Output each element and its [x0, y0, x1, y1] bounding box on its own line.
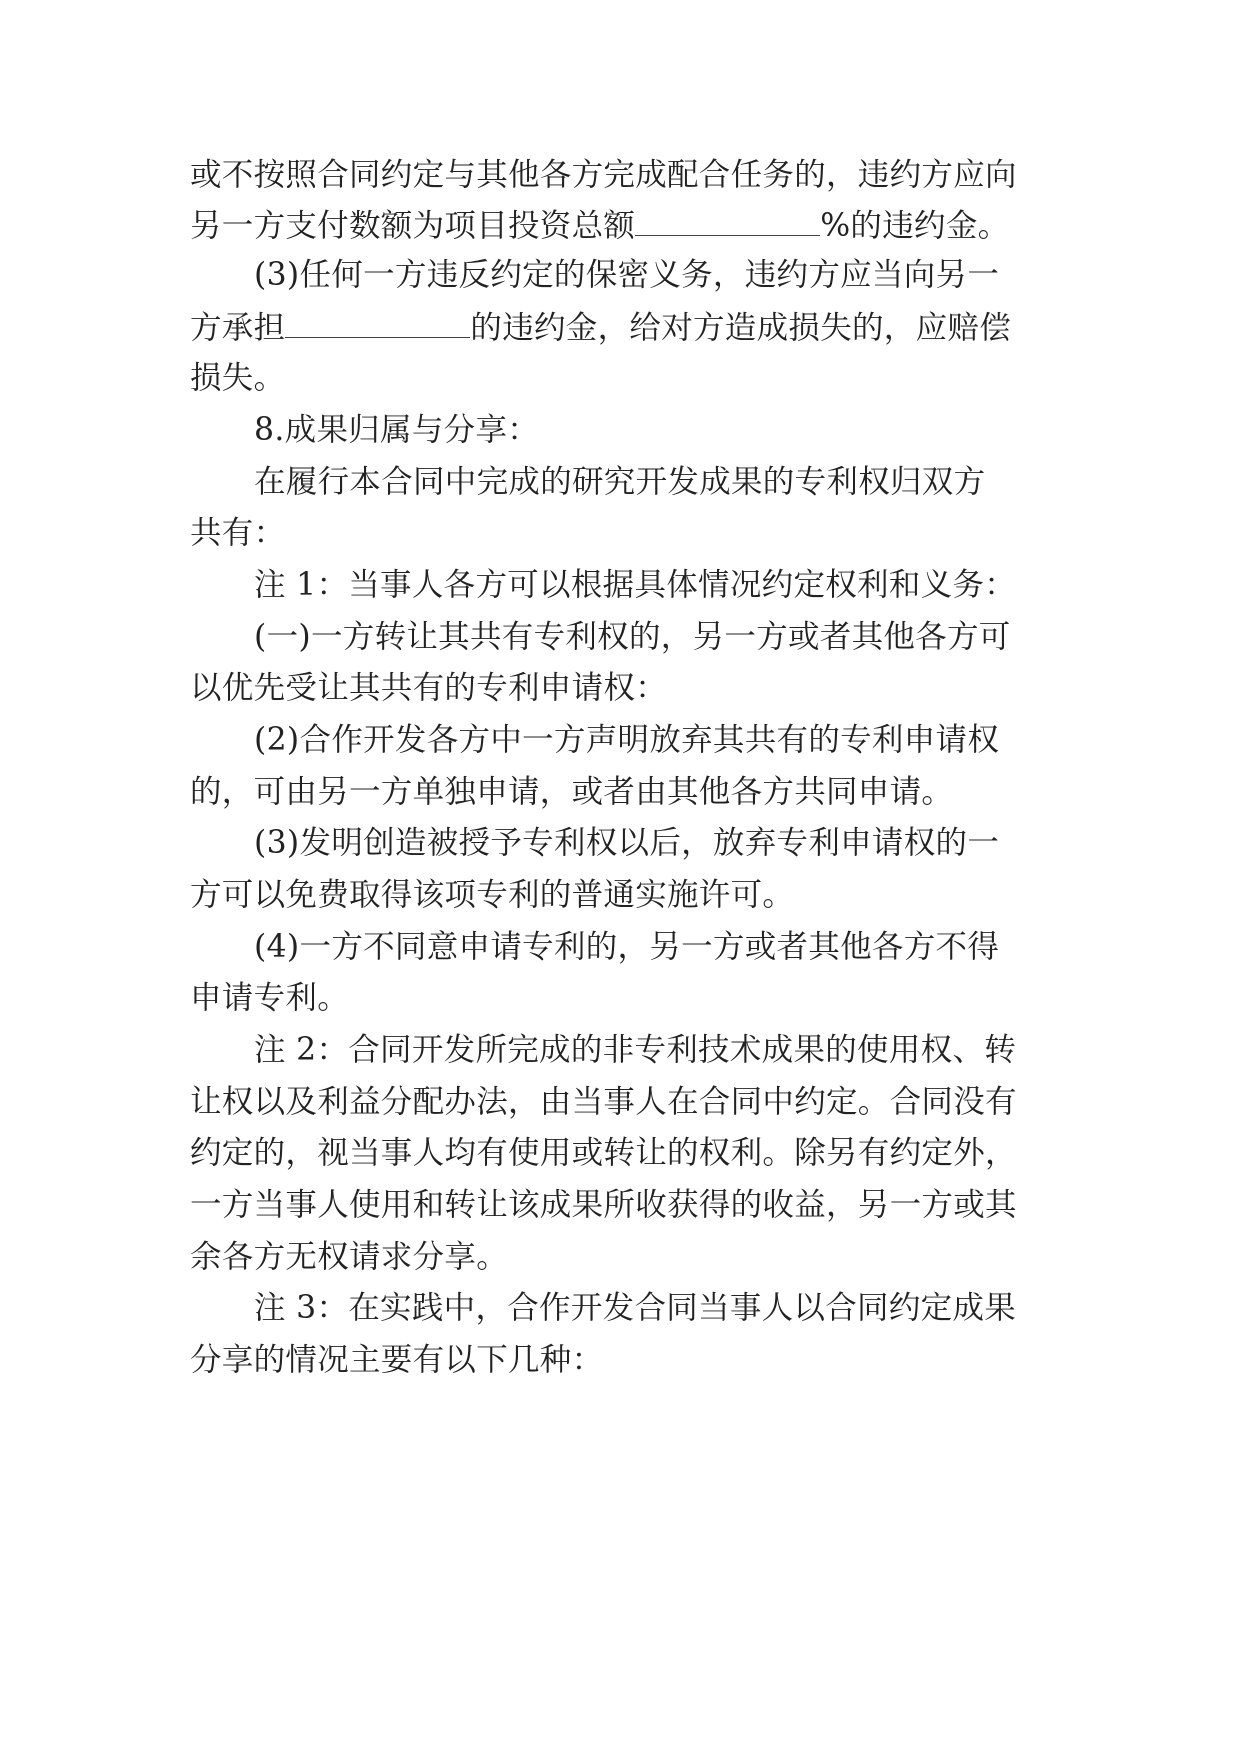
paragraph-line: (4)一方不同意申请专利的，另一方或者其他各方不得 [254, 929, 1000, 965]
paragraph-line: (一)一方转让其共有专利权的，另一方或者其他各方可 [254, 619, 1011, 655]
paragraph-line: 的，可由另一方单独申请，或者由其他各方共同申请。 [190, 774, 954, 810]
paragraph-line: 余各方无权请求分享。 [190, 1239, 509, 1275]
paragraph-line: 以优先受让其共有的专利申请权： [190, 670, 668, 706]
paragraph-line: (2)合作开发各方中一方声明放弃其共有的专利申请权 [254, 722, 1000, 758]
paragraph-line: 方可以免费取得该项专利的普通实施许可。 [190, 877, 795, 913]
note-line: 注 2：合同开发所完成的非专利技术成果的使用权、转 [254, 1032, 1017, 1068]
paragraph-line: (3)任何一方违反约定的保密义务，违约方应当向另一 [254, 257, 1000, 293]
fill-in-blank[interactable] [285, 307, 470, 338]
text-segment: 方承担 [190, 310, 286, 346]
paragraph-line [190, 205, 1009, 245]
paragraph-line: 共有： [190, 515, 286, 551]
paragraph-line: 分享的情况主要有以下几种： [190, 1342, 604, 1378]
paragraph-line: 损失。 [190, 360, 286, 396]
paragraph-line: (3)发明创造被授予专利权以后，放弃专利申请权的一 [254, 825, 1000, 861]
fill-in-blank[interactable] [635, 205, 820, 236]
text-segment: 另一方支付数额为项目投资总额 [190, 208, 636, 244]
paragraph-line [190, 307, 1011, 347]
note-line: 注 3：在实践中，合作开发合同当事人以合同约定成果 [254, 1290, 1017, 1326]
text-segment: %的违约金。 [820, 208, 1010, 244]
note-line: 注 1：当事人各方可以根据具体情况约定权利和义务： [254, 567, 1017, 603]
paragraph-line: 或不按照合同约定与其他各方完成配合任务的，违约方应向 [190, 157, 1017, 193]
paragraph-line: 一方当事人使用和转让该成果所收获得的收益，另一方或其 [190, 1187, 1017, 1223]
text-segment: 的违约金，给对方造成损失的，应赔偿 [470, 310, 1012, 346]
paragraph-line: 约定的，视当事人均有使用或转让的权利。除另有约定外， [190, 1135, 1017, 1171]
paragraph-line: 申请专利。 [190, 980, 350, 1016]
paragraph-line: 让权以及利益分配办法，由当事人在合同中约定。合同没有 [190, 1084, 1017, 1120]
paragraph-line: 在履行本合同中完成的研究开发成果的专利权归双方 [254, 464, 986, 500]
section-heading: 8.成果归属与分享： [254, 412, 540, 448]
